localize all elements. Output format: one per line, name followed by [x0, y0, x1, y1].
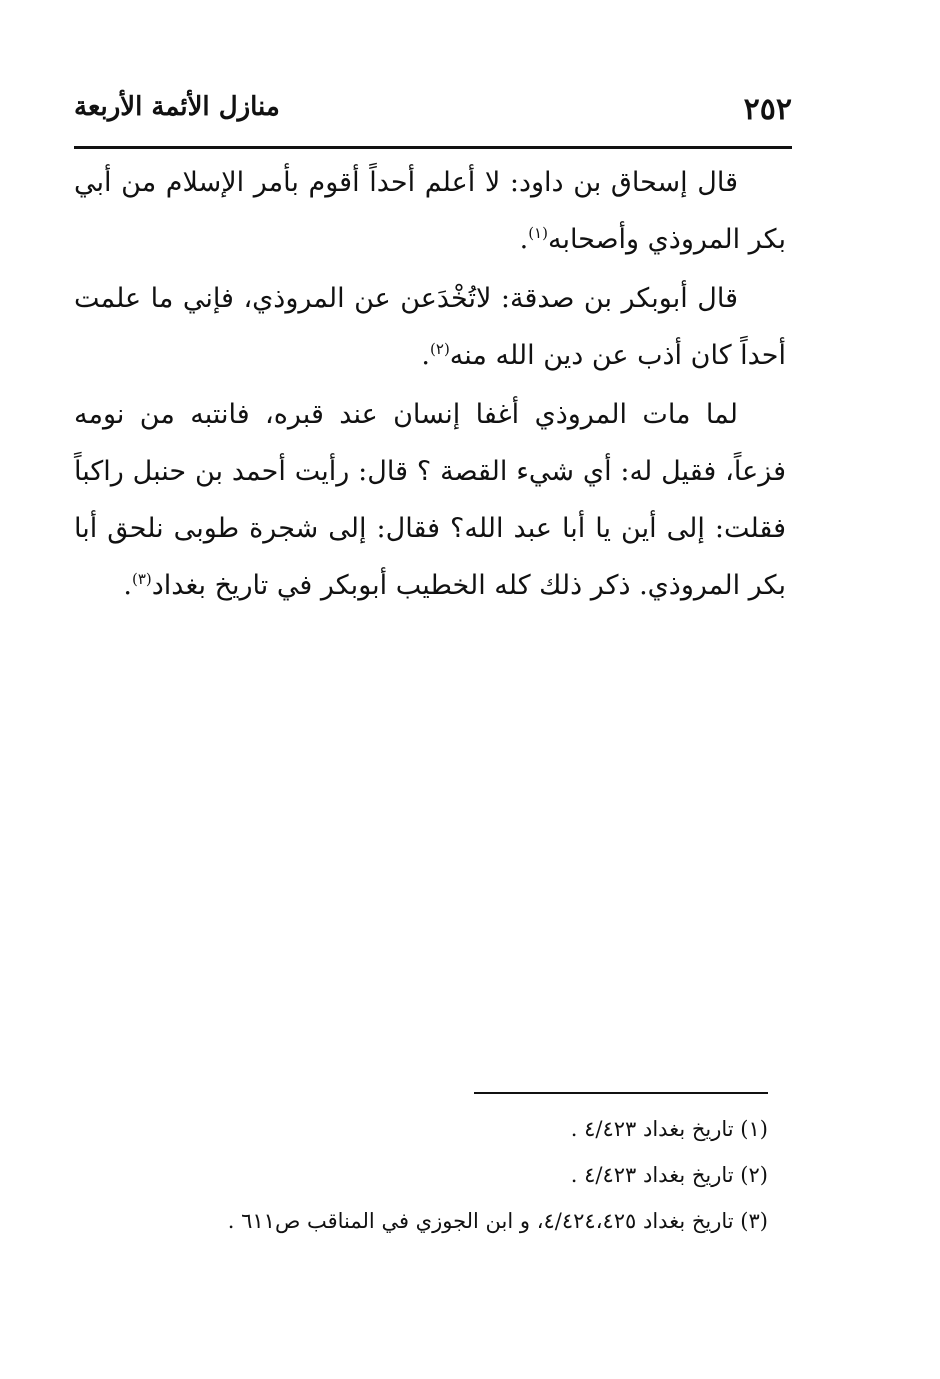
header-rule — [74, 146, 792, 149]
paragraph — [74, 386, 786, 614]
footnote-ref: (٣) — [131, 570, 152, 588]
footnotes — [140, 1106, 768, 1244]
footnote: (١) تاريخ بغداد ٤/٤٢٣ . — [570, 1117, 768, 1141]
paragraph-text: قال إسحاق بن داود: لا أعلم أحداً أقوم بأمر الإسلام من أبي بكر المروذي وأصحابه — [74, 167, 786, 255]
running-title: منازل الأئمة الأربعة — [74, 92, 280, 122]
footnote-ref: (١) — [528, 224, 548, 242]
main-text — [74, 150, 786, 614]
paragraph-text: لما مات المروذي أغفا إنسان عند قبره، فانتبه من نومه فزعاً، فقيل له: أي شيء القصة ؟ قال: رأيت أحمد بن حنبل راكباً فقلت: إلى أين يا أبا عبد الله؟ فقال: إلى شجرة طوبى نلحق أبا بكر المروذي. ذكر ذلك كله الخطيب أبوبكر في تاريخ بغداد — [74, 399, 786, 601]
paragraph — [74, 270, 786, 384]
paragraph-end: . — [421, 340, 431, 371]
paragraph-end: . — [519, 224, 529, 255]
footnote-ref: (٢) — [430, 340, 450, 358]
footnote-rule — [474, 1092, 768, 1094]
paragraph-end: . — [123, 570, 132, 601]
page-number: ٢٥٢ — [743, 92, 792, 127]
paragraph — [74, 154, 786, 268]
paragraph-text: قال أبوبكر بن صدقة: لاتُخْدَعن عن المروذي، فإني ما علمت أحداً كان أذب عن دين الله منه — [74, 283, 786, 371]
footnote: (٢) تاريخ بغداد ٤/٤٢٣ . — [570, 1163, 768, 1187]
page-header — [74, 88, 792, 140]
footnote: (٣) تاريخ بغداد ٤/٤٢٤،٤٢٥، و ابن الجوزي في المناقب ص٦١١ . — [227, 1209, 768, 1233]
